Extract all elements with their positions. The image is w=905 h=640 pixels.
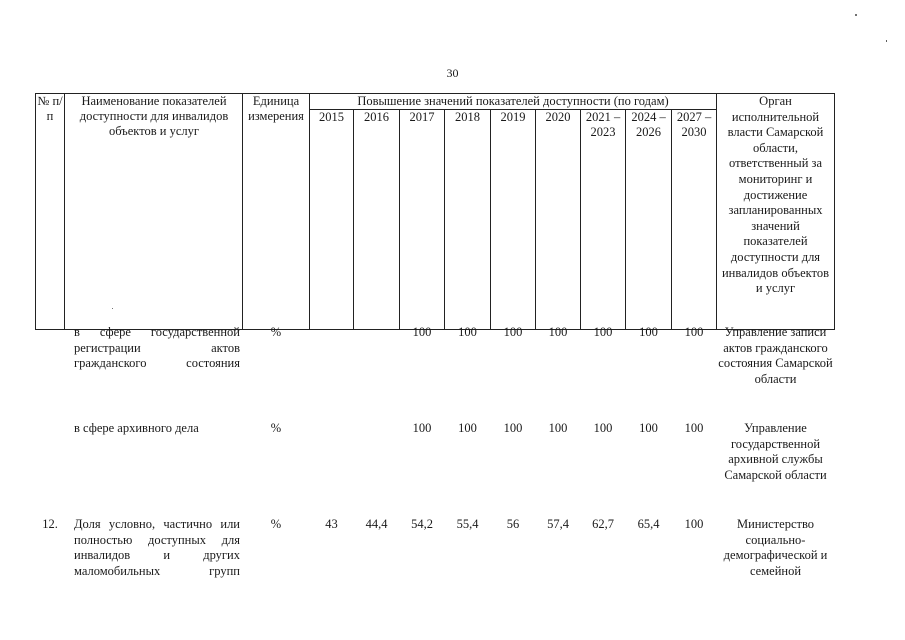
- row-value: 100: [458, 421, 477, 435]
- header-year: 2015: [319, 110, 344, 124]
- col-border: [671, 109, 672, 330]
- header-year: 2017: [409, 110, 435, 124]
- row-value: 100: [458, 325, 477, 339]
- col-border: [399, 109, 400, 330]
- col-border: [834, 93, 835, 330]
- row-organ: Министерство социально-демографической и семейной: [723, 517, 828, 578]
- row-value: 43: [325, 517, 338, 531]
- row-value: 100: [684, 421, 704, 435]
- row-value: 100: [503, 325, 523, 339]
- col-border: [353, 109, 354, 330]
- row-value: 100: [639, 325, 658, 339]
- row-unit: %: [270, 325, 282, 339]
- row-name: Доля условно, частично или полностью доступных для инвалидов и других маломобильных групп: [74, 517, 240, 578]
- col-border: [490, 109, 491, 330]
- col-border: [625, 109, 626, 330]
- row-value: 100: [503, 421, 523, 435]
- row-value: 100: [593, 325, 613, 339]
- row-value: 100: [412, 421, 432, 435]
- row-value: 100: [548, 421, 568, 435]
- col-border: [716, 93, 717, 330]
- col-border: [535, 109, 536, 330]
- header-year: 2019: [500, 110, 526, 124]
- header-year-group: Повышение значений показателей доступности (по годам): [357, 94, 669, 108]
- row-num: 12.: [42, 517, 58, 531]
- scan-speck: [886, 40, 887, 42]
- row-value: 55,4: [456, 517, 479, 531]
- row-value: 100: [684, 325, 704, 339]
- header-num: № п/п: [37, 94, 63, 123]
- header-year: 2021 – 2023: [585, 110, 621, 139]
- header-year: 2016: [364, 110, 389, 124]
- scan-speck: [112, 308, 113, 309]
- row-value: 100: [593, 421, 613, 435]
- row-unit: %: [270, 517, 282, 531]
- table-header: [35, 93, 835, 330]
- col-border: [444, 109, 445, 330]
- row-value: 54,2: [411, 517, 433, 531]
- row-value: 44,4: [365, 517, 388, 531]
- row-value: 65,4: [637, 517, 660, 531]
- row-value: 56: [506, 517, 520, 531]
- header-year: 2027 – 2030: [676, 110, 712, 139]
- row-organ: Управление записи актов гражданского состояния Самарской области: [718, 325, 833, 386]
- header-name: Наименование показателей доступности для инвалидов объектов и услуг: [79, 94, 229, 138]
- col-border: [309, 93, 310, 330]
- row-value: 100: [412, 325, 432, 339]
- header-year: 2018: [455, 110, 480, 124]
- row-value: 100: [684, 517, 704, 531]
- header-organ: Орган исполнительной власти Самарской области, ответственный за мониторинг и достижение запланированных значений показателей доступности для инвалидов объектов и услуг: [721, 94, 829, 296]
- scan-speck: [855, 14, 857, 16]
- row-name: в сфере государственной регистрации актов гражданского состояния: [74, 325, 240, 370]
- row-unit: %: [270, 421, 282, 435]
- row-value: 100: [548, 325, 568, 339]
- row-value: 100: [639, 421, 658, 435]
- col-border: [35, 93, 36, 330]
- row-organ: Управление государственной архивной службы Самарской области: [724, 421, 827, 482]
- header-year: 2020: [545, 110, 571, 124]
- header-unit: Единица измерения: [248, 94, 304, 123]
- row-value: 62,7: [592, 517, 614, 531]
- row-name: в сфере архивного дела: [74, 421, 199, 435]
- page-number: 30: [446, 66, 459, 80]
- header-year: 2024 – 2026: [631, 110, 666, 139]
- col-border: [580, 109, 581, 330]
- row-value: 57,4: [547, 517, 569, 531]
- col-border: [64, 93, 65, 330]
- col-border: [242, 93, 243, 330]
